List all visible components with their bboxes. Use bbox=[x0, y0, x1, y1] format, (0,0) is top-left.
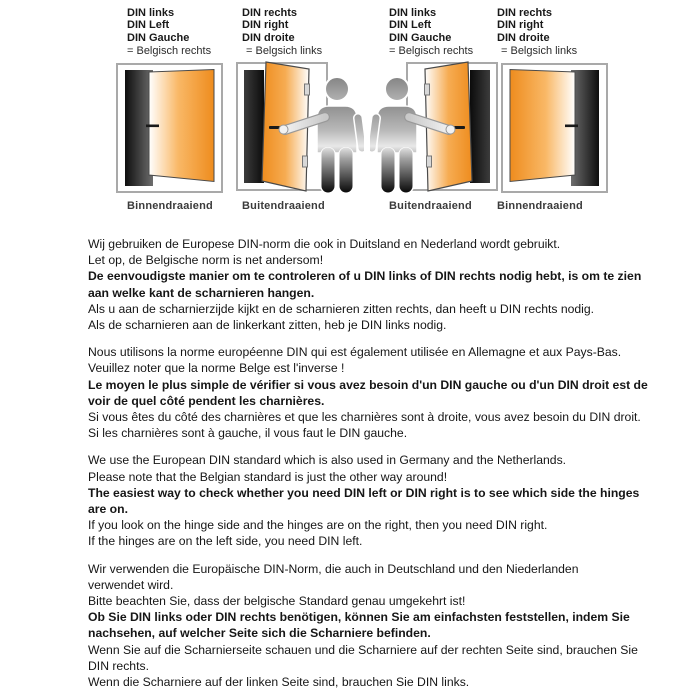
text-line: Als u aan de scharnierzijde kijkt en de scharnieren zitten rechts, dan heeft u DIN rechts nodig. bbox=[88, 301, 595, 316]
text-line: Wenn die Scharniere auf der linken Seite sind, brauchen Sie DIN links. bbox=[88, 675, 470, 690]
paragraph-english bbox=[88, 452, 648, 549]
door-opening bbox=[470, 70, 490, 183]
label-line: DIN rechts bbox=[242, 7, 298, 19]
label-line: DIN rechts bbox=[497, 7, 553, 19]
text-line: nachsehen, auf welcher Seite sich die Scharniere befinden. bbox=[88, 626, 431, 641]
text-line: DIN rechts. bbox=[88, 658, 149, 673]
label-belgian-equivalent: = Belgisch rechts bbox=[127, 45, 212, 58]
label-belgian-equivalent: = Belgsich links bbox=[246, 45, 323, 58]
label-line: DIN right bbox=[497, 19, 544, 32]
door-handle bbox=[454, 126, 465, 129]
label-line: DIN right bbox=[242, 19, 289, 32]
text-line: Wij gebruiken de Europese DIN-norm die ook in Duitsland en Nederland wordt gebruikt. bbox=[88, 237, 561, 251]
text-line: Nous utilisons la norme européenne DIN qui est également utilisée en Allemagne et aux Pays-Bas. bbox=[88, 345, 622, 360]
door-outward-left-illustration bbox=[370, 60, 498, 193]
person-right-arm bbox=[358, 118, 362, 148]
door-label-3 bbox=[389, 7, 473, 58]
text-line: are on. bbox=[88, 502, 128, 517]
door-caption-3: Buitendraaiend bbox=[389, 200, 472, 212]
text-line: Let op, de Belgische norm is net andersom! bbox=[88, 253, 324, 268]
text-line: The easiest way to check whether you need DIN left or DIN right is to see which side the hinges bbox=[88, 485, 640, 500]
text-line: Le moyen le plus simple de vérifier si vous avez besoin d'un DIN gauche ou d'un DIN droit est de bbox=[88, 377, 648, 392]
label-line: DIN droite bbox=[497, 31, 550, 44]
text-line: Veuillez noter que la norme Belge est l'inverse ! bbox=[88, 361, 345, 376]
hinge-top bbox=[305, 84, 310, 95]
door-label-2 bbox=[242, 7, 322, 58]
door-caption-1: Binnendraaiend bbox=[127, 200, 213, 212]
person-hand bbox=[279, 125, 288, 134]
hinge-bottom bbox=[303, 156, 308, 167]
door-handle bbox=[269, 126, 280, 129]
text-line: Wenn Sie auf die Scharnierseite schauen und die Scharniere auf der rechten Seite sind, brauchen Sie bbox=[88, 642, 638, 657]
text-line: De eenvoudigste manier om te controleren of u DIN links of DIN rechts nodig hebt, is om te zien bbox=[88, 269, 642, 284]
paragraph-german bbox=[88, 561, 648, 691]
text-line: Please note that the Belgian standard is just the other way around! bbox=[88, 469, 448, 484]
person-head bbox=[325, 77, 349, 101]
door-label-4 bbox=[497, 7, 577, 58]
text-line: Ob Sie DIN links oder DIN rechts benötigen, können Sie am einfachsten feststellen, indem Sie bbox=[88, 610, 630, 625]
door-caption-4: Binnendraaiend bbox=[497, 200, 583, 212]
door-outward-right-illustration bbox=[236, 60, 364, 193]
hinge-bottom bbox=[427, 156, 432, 167]
label-line: DIN Gauche bbox=[389, 31, 452, 44]
door-handle bbox=[146, 125, 159, 128]
label-belgian-equivalent: = Belgsich links bbox=[501, 45, 578, 58]
paragraph-french bbox=[88, 344, 648, 441]
text-line: Si les charnières sont à gauche, il vous faut le DIN gauche. bbox=[88, 426, 408, 441]
label-belgian-equivalent: = Belgisch rechts bbox=[389, 45, 474, 58]
door-inward-left-illustration bbox=[116, 63, 223, 193]
person-hand bbox=[446, 125, 455, 134]
door-handle bbox=[565, 125, 578, 128]
door-caption-2: Buitendraaiend bbox=[242, 200, 325, 212]
text-line: If the hinges are on the left side, you need DIN left. bbox=[88, 534, 363, 549]
label-line: DIN links bbox=[389, 7, 437, 19]
text-line: Si vous êtes du côté des charnières et que les charnières sont à droite, vous avez besoin du DIN droit. bbox=[88, 410, 641, 425]
paragraph-dutch bbox=[88, 236, 648, 333]
door-opening bbox=[244, 70, 264, 183]
label-line: DIN Left bbox=[127, 19, 170, 32]
label-line: DIN Left bbox=[389, 19, 432, 32]
door-label-1 bbox=[127, 7, 211, 58]
text-line: Als de scharnieren aan de linkerkant zitten, heb je DIN links nodig. bbox=[88, 318, 447, 333]
person-right-arm bbox=[372, 118, 376, 148]
text-line: verwendet wird. bbox=[88, 577, 174, 592]
text-line: Bitte beachten Sie, dass der belgische Standard genau umgekehrt ist! bbox=[88, 594, 466, 609]
door-inward-right-illustration bbox=[501, 63, 608, 193]
label-line: DIN links bbox=[127, 7, 175, 19]
label-line: DIN Gauche bbox=[127, 31, 190, 44]
hinge-top bbox=[425, 84, 430, 95]
text-line: voir de quel côté pendent les charnières. bbox=[88, 393, 325, 408]
text-line: We use the European DIN standard which is also used in Germany and the Netherlands. bbox=[88, 453, 567, 468]
text-line: If you look on the hinge side and the hinges are on the right, then you need DIN right. bbox=[88, 518, 548, 533]
person-head bbox=[385, 77, 409, 101]
text-line: aan welke kant de scharnieren hangen. bbox=[88, 285, 315, 300]
instructions-text bbox=[88, 236, 648, 700]
label-line: DIN droite bbox=[242, 31, 295, 44]
text-line: Wir verwenden die Europäische DIN-Norm, die auch in Deutschland und den Niederlanden bbox=[88, 561, 579, 576]
